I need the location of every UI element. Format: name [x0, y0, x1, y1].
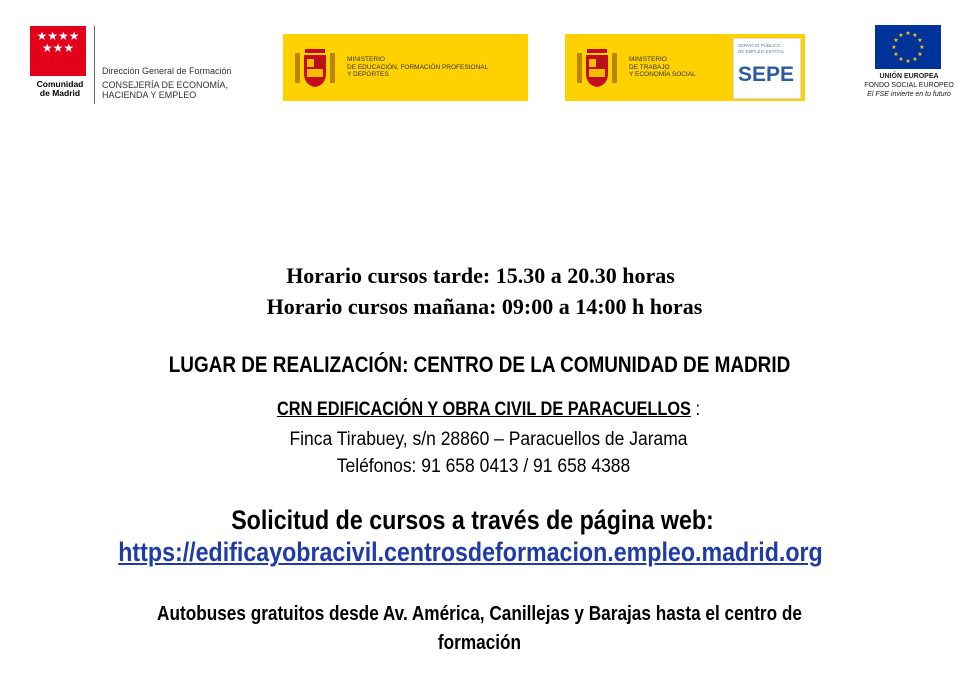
ministerio-educacion-text: MINISTERIO DE EDUCACIÓN, FORMACIÓN PROFESIONAL Y DEPORTES [347, 56, 489, 79]
solicitud-texto: Solicitud de cursos a través de página web: [231, 505, 714, 535]
consejeria-line1: CONSEJERÍA DE ECONOMÍA, [102, 80, 229, 90]
svg-text:★: ★ [898, 32, 904, 39]
svg-text:★: ★ [893, 51, 899, 58]
logo-separator [94, 26, 95, 104]
direccion-general-label: Dirección General de Formación [102, 66, 232, 76]
autobuses-texto-line2: formación [437, 632, 522, 654]
svg-text:★: ★ [893, 37, 899, 44]
comunidad-de-madrid-logo [30, 26, 260, 106]
centro-telefonos: Teléfonos: 91 658 0413 / 91 658 4388 [336, 456, 631, 477]
ministerio-trabajo-logo [565, 34, 805, 101]
svg-text:★: ★ [898, 56, 904, 63]
sepe-logo [733, 38, 801, 99]
svg-text:★: ★ [912, 56, 918, 63]
comunidad-name-line1: Comunidad [36, 79, 84, 89]
lugar-realizacion: LUGAR DE REALIZACIÓN: CENTRO DE LA COMUNIDAD DE MADRID [168, 352, 791, 377]
madrid-flag-icon [30, 26, 86, 76]
svg-text:★: ★ [912, 32, 918, 39]
svg-text:★: ★ [917, 37, 923, 44]
sepe-subtitle: SERVICIO PÚBLICO DE EMPLEO ESTATAL [738, 43, 785, 54]
ministerio-trabajo-text: MINISTERIO DE TRABAJO Y ECONOMÍA SOCIAL [629, 56, 696, 79]
horario-manana: Horario cursos mañana: 09:00 a 14:00 h horas [266, 294, 703, 319]
consejeria-line2: HACIENDA Y EMPLEO [102, 90, 197, 100]
ministerio-educacion-logo [283, 34, 528, 101]
fse-slogan: El FSE invierte en tu futuro [867, 91, 951, 98]
eu-flag-icon [875, 25, 941, 69]
centro-nombre [68, 399, 908, 421]
spain-crest-icon [293, 43, 337, 93]
sepe-title: SEPE [738, 63, 795, 86]
consejeria-label [102, 80, 228, 100]
spain-crest-icon [575, 43, 619, 93]
svg-text:★: ★ [891, 44, 897, 51]
eu-stars-icon [875, 25, 941, 69]
svg-text:★: ★ [905, 58, 911, 65]
union-europea-logo [855, 25, 965, 110]
svg-text:★: ★ [917, 51, 923, 58]
svg-text:★: ★ [905, 30, 911, 37]
comunidad-name-line2: de Madrid [39, 88, 81, 98]
eu-label: UNIÓN EUROPEA [879, 73, 939, 80]
madrid-stars-icon: ★★★★ ★★★ [36, 29, 80, 55]
centro-nombre-text: CRN EDIFICACIÓN Y OBRA CIVIL DE PARACUELLOS [276, 399, 691, 420]
svg-text:★: ★ [919, 44, 925, 51]
fse-label: FONDO SOCIAL EUROPEO [864, 82, 954, 89]
centro-nombre-suffix: : [690, 399, 701, 420]
autobuses-texto-line1: Autobuses gratuitos desde Av. América, Canillejas y Barajas hasta el centro de [157, 603, 802, 625]
solicitud-web-link[interactable]: https://edificayobracivil.centrosdeformacion.empleo.madrid.org [118, 537, 823, 567]
comunidad-name [30, 80, 90, 98]
horario-tarde: Horario cursos tarde: 15.30 a 20.30 horas [286, 263, 675, 288]
centro-direccion: Finca Tirabuey, s/n 28860 – Paracuellos de Jarama [289, 429, 688, 450]
